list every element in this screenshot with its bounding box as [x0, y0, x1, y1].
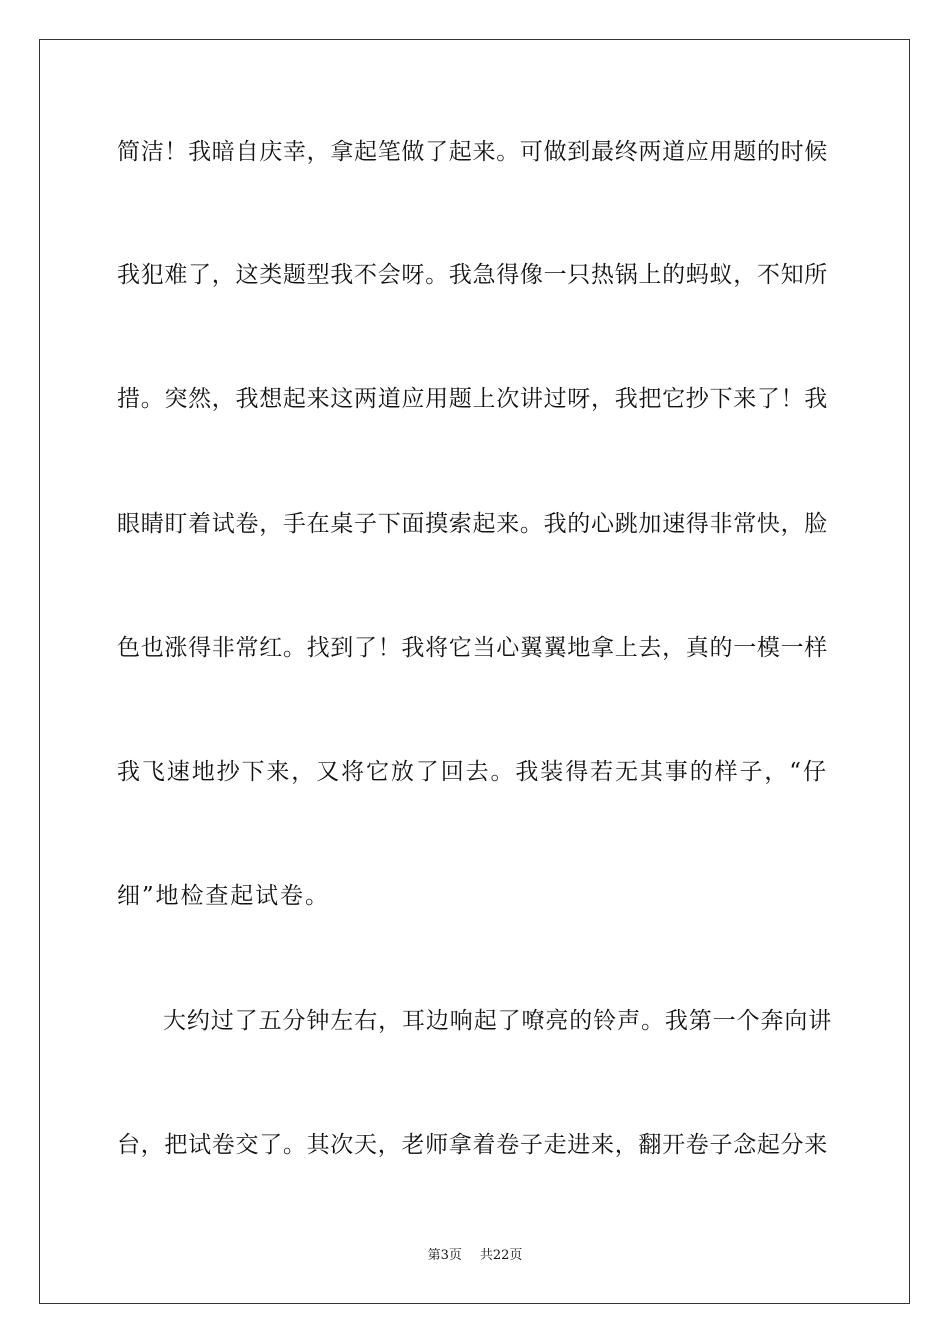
text-line-6: 我飞速地抄下来，又将它放了回去。我装得若无其事的样子，“仔 — [117, 759, 828, 785]
page-number: 第3页 — [427, 1248, 462, 1263]
text-line-8: 大约过了五分钟左右，耳边响起了嘹亮的铃声。我第一个奔向讲 — [163, 1008, 833, 1034]
page-footer — [0, 1248, 950, 1264]
text-line-9: 台，把试卷交了。其次天，老师拿着卷子走进来，翻开卷子念起分来 — [117, 1132, 828, 1158]
text-line-4: 眼睛盯着试卷，手在桌子下面摸索起来。我的心跳加速得非常快，脸 — [117, 511, 828, 537]
text-line-7: 细”地检查起试卷。 — [117, 883, 330, 909]
text-line-2: 我犯难了，这类题型我不会呀。我急得像一只热锅上的蚂蚁，不知所 — [117, 262, 828, 288]
text-line-3: 措。突然，我想起来这两道应用题上次讲过呀，我把它抄下来了！我 — [117, 386, 828, 412]
text-line-5: 色也涨得非常红。找到了！我将它当心翼翼地拿上去，真的一模一样 — [117, 635, 828, 661]
page-border — [39, 39, 910, 1304]
text-line-1: 简洁！我暗自庆幸，拿起笔做了起来。可做到最终两道应用题的时候 — [117, 139, 828, 165]
page-total: 共22页 — [479, 1248, 523, 1263]
